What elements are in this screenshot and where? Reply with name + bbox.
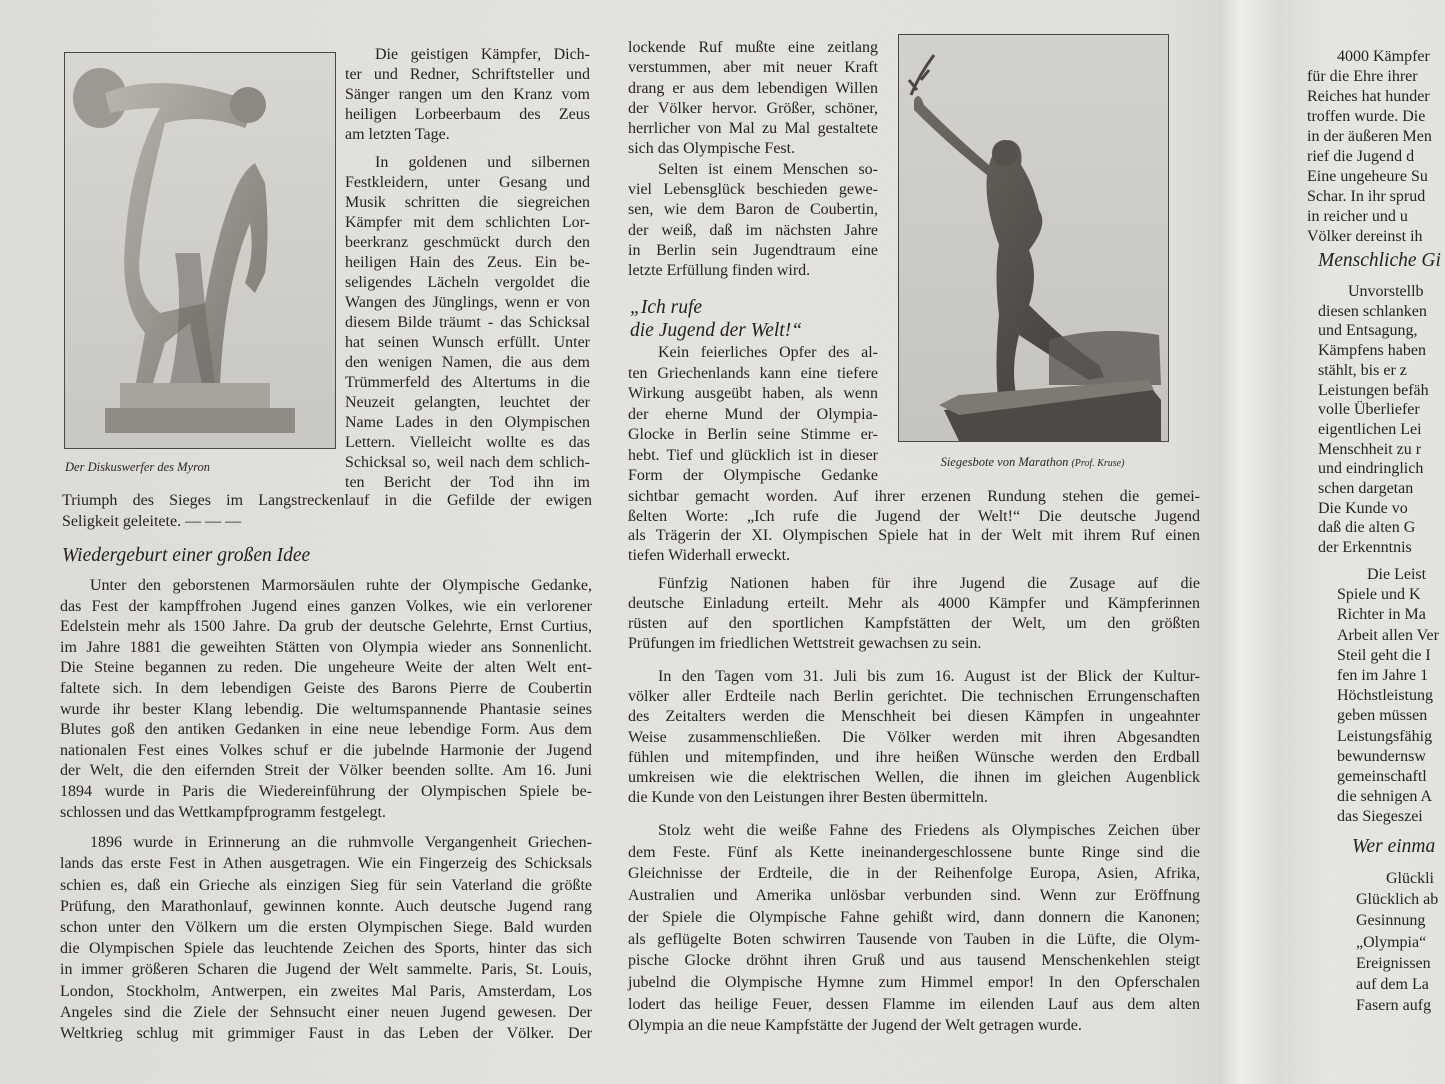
text-line: Unvorstellb: [1348, 283, 1424, 300]
text-line: London, Stockholm, Antwerpen, ein zweites Mal Paris, Amsterdam, Los: [60, 982, 592, 1000]
text-line: Kein feierliches Opfer des al-: [658, 344, 878, 361]
section-heading-menschliche: Menschliche Gi: [1318, 250, 1441, 271]
text-line: Kämpfer mit dem schlichten Lor-: [345, 214, 590, 231]
text-line: Australien und Amerika unlösbar verbunden sind. Wenn zur Eröffnung: [628, 887, 1200, 905]
text-line: Menschheit zu r: [1318, 440, 1422, 458]
text-line: Eine ungeheure Su: [1307, 168, 1428, 185]
text-line: rief die Jugend d: [1307, 148, 1415, 165]
discobolus-statue-image: [65, 53, 335, 448]
text-line: verstummen, aber mit neuer Kraft: [628, 59, 878, 77]
text-line: der weiß, daß im nächsten Jahre: [628, 221, 878, 239]
text-line: Name Lades in den Olympischen: [345, 414, 590, 431]
caption-credit: (Prof. Kruse): [1071, 458, 1125, 469]
text-line: der eherne Mund der Olympia-: [628, 405, 878, 423]
text-line: Leistungsfähig: [1337, 727, 1433, 745]
text-line: umkreisen wie die elektrischen Wellen, die ihnen im gleichen Augenblick: [628, 769, 1200, 787]
text-line: lands das erste Fest in Athen ausgetragen. Wie ein Fingerzeig des Schicksals: [60, 855, 592, 873]
paragraph: [60, 832, 592, 1044]
text-line: Völker dereinst ih: [1307, 228, 1423, 245]
section-heading-wiedergeburt: Wiedergeburt einer großen Idee: [62, 545, 311, 566]
paragraph: [345, 153, 590, 493]
text-line: am letzten Tage.: [345, 126, 450, 143]
text-line: lodert das heilige Feuer, dessen Flamme im eilenden Lauf aus dem alten: [628, 995, 1200, 1013]
text-line: daß die alten G: [1318, 519, 1416, 537]
text-line: Festkleidern, unter Gesang und: [345, 174, 590, 191]
text-line: Steil geht die I: [1337, 646, 1431, 664]
text-line: „Olympia“: [1356, 933, 1427, 951]
text-line: ßelten Worte: „Ich rufe die Jugend der Welt!“ Die deutsche Jugend: [628, 507, 1200, 525]
text-line: ten Griechenlands kann eine tiefere: [628, 364, 878, 382]
text-line: und Entsagung,: [1318, 322, 1418, 340]
text-line: rüsten auf den sportlichen Kampfstätten der Welt, um den größten: [628, 615, 1200, 632]
left-figure-caption: Der Diskuswerfer des Myron: [65, 460, 211, 474]
text-line: für die Ehre ihrer: [1307, 68, 1418, 85]
right-page-text-2: [1318, 282, 1445, 558]
text-line: Angeles sind die Ziele der Sehnsucht einer neuen Jugend gewesen. Der: [60, 1003, 592, 1021]
text-line: schen dargetan: [1318, 480, 1414, 498]
text-line: Schar. In ihr sprud: [1307, 188, 1426, 205]
text-line: des Zeitalters werden die Menschheit bei diesen Kämpfen in ungeahnter: [628, 708, 1200, 726]
paragraph: [1356, 868, 1445, 1016]
text-line: Fünfzig Nationen haben für ihre Jugend die Zusage auf die: [658, 575, 1200, 592]
text-line: Glückli: [1386, 870, 1434, 887]
text-line: Leistungen befäh: [1318, 381, 1429, 399]
text-line: völker aller Erdteile nach Berlin gerichtet. Die technischen Errungenschaften: [628, 688, 1200, 706]
text-line: bewundernsw: [1337, 747, 1426, 765]
text-line: das Fest der kampffrohen Jugend eines ganzen Volkes, wie ein verlorener: [60, 597, 592, 615]
text-line: Blutes goß den antiken Gedanken in eine neue lebendige Form. Aus dem: [60, 721, 592, 739]
text-line: viel Lebensglück beschieden gewe-: [628, 181, 878, 199]
discobolus-photo: [64, 52, 336, 449]
text-line: das Siegeszei: [1337, 808, 1423, 826]
text-line: Reiches hat hunder: [1307, 88, 1430, 105]
text-line: Selten ist einem Menschen so-: [658, 160, 878, 178]
right-page-text-4: [1356, 868, 1445, 1016]
text-line: schien es, daß ein Grieche als einzigen Sieg für sein Vaterland die größte: [60, 876, 592, 894]
text-line: gemeinschaftl: [1337, 768, 1427, 786]
text-line: Fasern aufg: [1356, 997, 1432, 1015]
text-line: Weise zusammenschließen. Die Völker werden mit ihren Abgesandten: [628, 728, 1200, 746]
text-line: Neuzeit gelangten, leuchtet der: [345, 394, 590, 411]
text-line: Trümmerfeld des Altertums in die: [345, 374, 590, 391]
text-line: Unter den geborstenen Marmorsäulen ruhte der Olympische Gedanke,: [90, 577, 592, 594]
paragraph: [628, 820, 1200, 1037]
text-line: Weltkrieg schlug mit grimmiger Faust in das Leben der Völker. Der: [60, 1024, 592, 1042]
text-line: faltete sich. In dem lebendigen Geiste des Barons Pierre de Coubertin: [60, 679, 592, 697]
text-line: jubelnd die Olympische Hymne zum Himmel empor! In den Opferschalen: [628, 973, 1200, 991]
heading-line: die Jugend der Welt!“: [630, 320, 803, 341]
paragraph: [628, 38, 878, 160]
text-line: als Trägerin der XI. Olympischen Spiele hat in der Welt mit ihrem Ruf einen: [628, 527, 1200, 544]
text-line: Wirkung ausgeübt haben, als wenn: [628, 385, 878, 402]
text-line: letzte Erfüllung finden wird.: [628, 262, 811, 280]
text-line: Prüfung, den Marathonlauf, gewinnen konnte. Auch deutsche Jugend rang: [60, 897, 592, 915]
text-line: den wenigen Namen, die aus dem: [345, 354, 590, 371]
caption-title: Siegesbote von Marathon: [940, 455, 1069, 469]
text-line: diesen schlanken: [1318, 302, 1427, 320]
text-line: der Erkenntnis: [1318, 539, 1412, 557]
text-line: in immer größeren Scharen die Jugend der Welt sammelte. Paris, St. Louis,: [60, 961, 592, 979]
text-line: beerkranz geschmückt durch den: [345, 234, 590, 251]
text-line: geben müssen: [1337, 707, 1428, 725]
text-line: schlossen und das Wettkampfprogramm festgelegt.: [60, 803, 386, 821]
section-heading-ich-rufe: [630, 296, 802, 342]
text-line: der Welt, die den eifernden Streit der Völker beenden sollte. Am 16. Juni: [60, 762, 592, 780]
left-page-body: [60, 576, 592, 1044]
text-line: der Spiele die Olympische Fahne gehißt wird, dann donnern die Kanonen;: [628, 908, 1200, 926]
text-line: 4000 Kämpfer: [1337, 48, 1430, 65]
text-line: Gleichnisse der Erdteile, die in der Reihenfolge Europa, Asien, Afrika,: [628, 865, 1200, 883]
text-line: sen, wie dem Baron de Coubertin,: [628, 201, 878, 219]
left-continuation-text: [62, 490, 592, 532]
paragraph: [1307, 47, 1445, 247]
text-line: lockende Ruf mußte eine zeitlang: [628, 39, 878, 56]
text-line: seligendes Lächeln vergoldet die: [345, 274, 590, 291]
section-heading-wer-einmal: Wer einma: [1352, 836, 1436, 857]
text-line: ten Bericht der Tod ihn im: [345, 474, 590, 491]
text-line: nationalen Fest eines Volkes schuf er die jubelnde Harmonie der Jugend: [60, 741, 592, 759]
text-line: Prüfungen im friedlichen Wettstreit gewachsen zu sein.: [628, 635, 982, 652]
text-line: als geflügelte Boten schwirren Tausende von Tauben in die Lüfte, die Olym-: [628, 930, 1200, 948]
right-page-text-1: [1307, 47, 1445, 247]
paragraph: [628, 160, 878, 282]
text-line: wurde ihr bester Klang lebendig. Die weltumspannende Phantasie seines: [60, 700, 592, 718]
text-line: 1894 wurde in Paris die Wiedereinführung der Olympischen Spiele be-: [60, 782, 592, 800]
text-line: schon unter den Völkern um die ersten Olympischen Siege. Bald wurden: [60, 918, 592, 936]
text-line: Stolz weht die weiße Fahne des Friedens als Olympisches Zeichen über: [658, 822, 1200, 839]
text-line: fühlen und mitempfinden, und ihre heißen Wünsche werden den Erdball: [628, 748, 1200, 766]
text-line: die Olympischen Spiele das leuchtende Zeichen des Sports, hinter das sich: [60, 940, 592, 958]
middle-figure-caption: [898, 455, 1167, 470]
text-line: im Jahre 1881 die geweihten Stätten von Olympia wieder ans Sonnenlicht.: [60, 638, 592, 656]
text-line: tiefen Widerhall erweckt.: [628, 546, 791, 564]
text-line: 1896 wurde in Erinnerung an die ruhmvolle Vergangenheit Griechen-: [90, 834, 592, 852]
text-line: Ereignissen: [1356, 954, 1431, 972]
middle-full-text-1: [628, 487, 1200, 565]
text-line: sich das Olympische Fest.: [628, 140, 796, 158]
text-line: Höchstleistung: [1337, 687, 1433, 705]
column-text-beside-discobolus: [345, 45, 590, 493]
text-line: Schicksal so, weil nach dem schlich-: [345, 454, 590, 471]
text-line: auf dem La: [1356, 976, 1429, 994]
text-line: Form der Olympische Gedanke: [628, 467, 878, 484]
text-line: Seligkeit geleitete. — — —: [62, 513, 242, 530]
text-line: Spiele und K: [1337, 586, 1421, 604]
text-line: In den Tagen vom 31. Juli bis zum 16. August ist der Blick der Kultur-: [658, 668, 1200, 685]
text-line: die sehnigen A: [1337, 788, 1433, 806]
text-line: Die Steine begannen zu reden. Die ungeheure Weite der alten Welt ent-: [60, 659, 592, 677]
text-line: fen im Jahre 1: [1337, 667, 1429, 685]
text-line: hebt. Tief und glücklich ist in dieser: [628, 446, 878, 464]
text-line: Richter in Ma: [1337, 606, 1426, 624]
text-line: heiligen Hain des Zeus. Ein be-: [345, 254, 590, 271]
text-line: herrlicher von Mal zu Mal gestaltete: [628, 120, 878, 138]
middle-full-text-3: [628, 667, 1200, 808]
text-line: sichtbar gemacht worden. Auf ihrer erzenen Rundung stehen die gemei-: [628, 488, 1200, 505]
text-line: drang er aus dem lebendigen Willen: [628, 79, 878, 97]
text-line: pische Glocke dröhnt ihren Gruß und aus tausend Menschenkehlen steigt: [628, 952, 1200, 970]
text-line: dem Feste. Fünf als Kette ineinandergeschlossene bunte Ringe sind die: [628, 843, 1200, 861]
text-line: Die geistigen Kämpfer, Dich-: [375, 46, 590, 63]
middle-full-text-2: [628, 574, 1200, 654]
heading-line: „Ich rufe: [630, 297, 703, 318]
text-line: in Berlin sein Jugendtraum eine: [628, 241, 878, 259]
text-line: und eindringlich: [1318, 460, 1424, 478]
text-line: Edelstein mehr als 1500 Jahre. Da grub der deutsche Gelehrte, Ernst Curtius,: [60, 618, 592, 636]
text-line: stählt, bis er z: [1318, 361, 1407, 379]
text-line: Arbeit allen Ver: [1337, 626, 1439, 644]
text-line: Olympia an die neue Kampfstätte der Jugend der Welt getragen wurde.: [628, 1017, 1082, 1035]
text-line: Sänger rangen um den Kranz vom: [345, 86, 590, 103]
paragraph: [628, 574, 1200, 654]
marathon-runner-photo: [898, 34, 1169, 442]
middle-column-kein-text: [628, 343, 878, 487]
text-line: volle Überliefer: [1318, 401, 1420, 419]
text-line: eigentlichen Lei: [1318, 420, 1422, 438]
text-line: heiligen Lorbeerbaum des Zeus: [345, 106, 590, 123]
paragraph: [628, 343, 878, 487]
text-line: Triumph des Sieges im Langstreckenlauf in die Gefilde der ewigen: [62, 492, 592, 509]
text-line: deutsche Einladung erteilt. Mehr als 4000 Kämpfer und Kämpferinnen: [628, 595, 1200, 612]
text-line: Lettern. Vielleicht wollte es das: [345, 434, 590, 451]
text-line: in der äußeren Men: [1307, 128, 1432, 145]
text-line: Die Leist: [1367, 566, 1427, 583]
marathon-messenger-statue-image: [899, 35, 1168, 441]
text-line: in reicher und u: [1307, 208, 1408, 225]
text-line: In goldenen und silbernen: [375, 154, 590, 171]
text-line: ter und Redner, Schriftsteller und: [345, 66, 590, 83]
paragraph: [345, 45, 590, 145]
text-line: die Kunde von den Leistungen ihrer Besten übermitteln.: [628, 789, 988, 807]
text-line: hat seinen Wunsch erfüllt. Unter: [345, 334, 590, 351]
paragraph: [628, 667, 1200, 808]
paragraph: [1318, 282, 1445, 558]
paragraph: [1337, 565, 1445, 828]
text-line: Glücklich ab: [1356, 891, 1439, 909]
text-line: Die Kunde vo: [1318, 499, 1408, 517]
text-line: Glocke in Berlin seine Stimme er-: [628, 426, 878, 443]
text-line: Wangen des Jünglings, wenn er von: [345, 294, 590, 311]
text-line: diesem Bilde träumt - das Schicksal: [345, 314, 590, 331]
paragraph: [60, 576, 592, 823]
right-page-text-3: [1337, 565, 1445, 828]
text-line: Kämpfens haben: [1318, 342, 1426, 360]
text-line: der Völker hervor. Größer, schöner,: [628, 99, 878, 117]
text-line: troffen wurde. Die: [1307, 108, 1426, 125]
text-line: Gesinnung: [1356, 912, 1426, 930]
middle-full-text-4: [628, 820, 1200, 1037]
paragraph: [62, 490, 592, 532]
paragraph: [628, 487, 1200, 565]
middle-column-text: [628, 38, 878, 282]
text-line: Musik schritten die siegreichen: [345, 194, 590, 211]
